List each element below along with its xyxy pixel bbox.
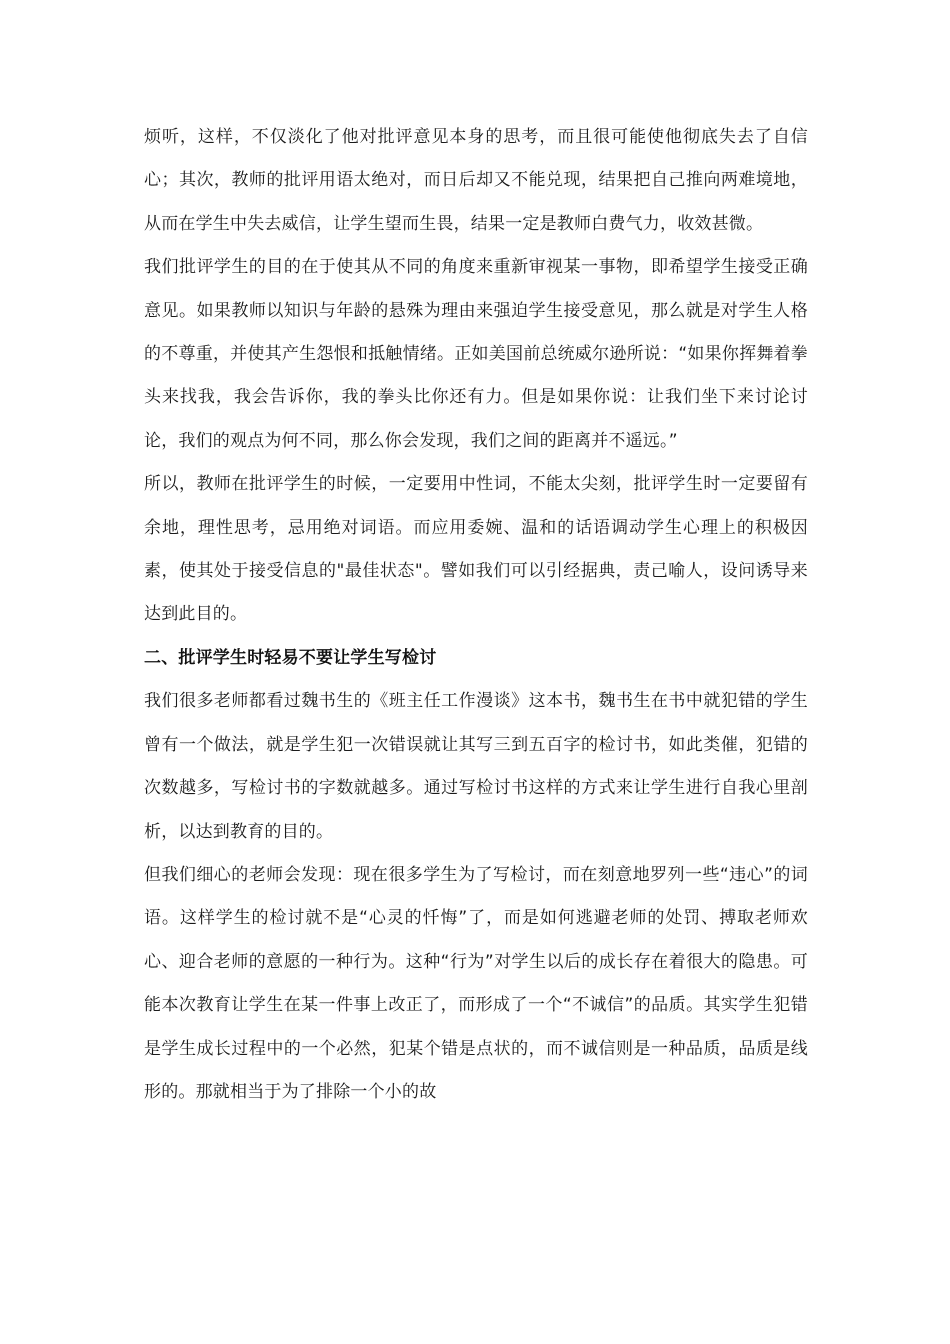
paragraph-criticism-purpose: 我们批评学生的目的在于使其从不同的角度来重新审视某一事物，即希望学生接受正确意见。如果教师以知识与年龄的悬殊为理由来强迫学生接受意见，那么就是对学生人格的不尊重，并使其产生怨恨和抵触情绪。正如美国前总统威尔逊所说：“如果你挥舞着拳头来找我，我会告诉你，我的拳头比你还有力。但是如果你说：让我们坐下来讨论讨论，我们的观点为何不同，那么你会发现，我们之间的距离并不遥远。” <box>144 257 808 451</box>
document-body <box>144 116 808 1114</box>
paragraph-wei-shusheng: 我们很多老师都看过魏书生的《班主任工作漫谈》这本书，魏书生在书中就犯错的学生曾有一个做法，就是学生犯一次错误就让其写三到五百字的检讨书，如此类催，犯错的次数越多，写检讨书的字数就越多。通过写检讨书这样的方式来让学生进行自我心里剖析，以达到教育的目的。 <box>144 691 808 842</box>
paragraph-self-criticism-risk: 但我们细心的老师会发现：现在很多学生为了写检讨，而在刻意地罗列一些“违心”的词语。这样学生的检讨就不是“心灵的忏悔”了，而是如何逃避老师的处罚、搏取老师欢心、迎合老师的意愿的一种行为。这种“行为”对学生以后的成长存在着很大的隐患。可能本次教育让学生在某一件事上改正了，而形成了一个“不诚信”的品质。其实学生犯错是学生成长过程中的一个必然，犯某个错是点状的，而不诚信则是一种品质，品质是线形的。那就相当于为了排除一个小的故 <box>144 864 808 1102</box>
paragraph-continuation: 烦听，这样，不仅淡化了他对批评意见本身的思考，而且很可能使他彻底失去了自信心；其次，教师的批评用语太绝对，而日后却又不能兑现，结果把自己推向两难境地，从而在学生中失去威信，让学生望而生畏，结果一定是教师白费气力，收效甚微。 <box>144 127 808 234</box>
section-heading: 二、批评学生时轻易不要让学生写检讨 <box>144 647 437 668</box>
paragraph-neutral-words: 所以，教师在批评学生的时候，一定要用中性词，不能太尖刻，批评学生时一定要留有余地，理性思考，忌用绝对词语。而应用委婉、温和的话语调动学生心理上的积极因素，使其处于接受信息的"最佳状态"。譬如我们可以引经据典，责己喻人，设问诱导来达到此目的。 <box>144 474 808 625</box>
